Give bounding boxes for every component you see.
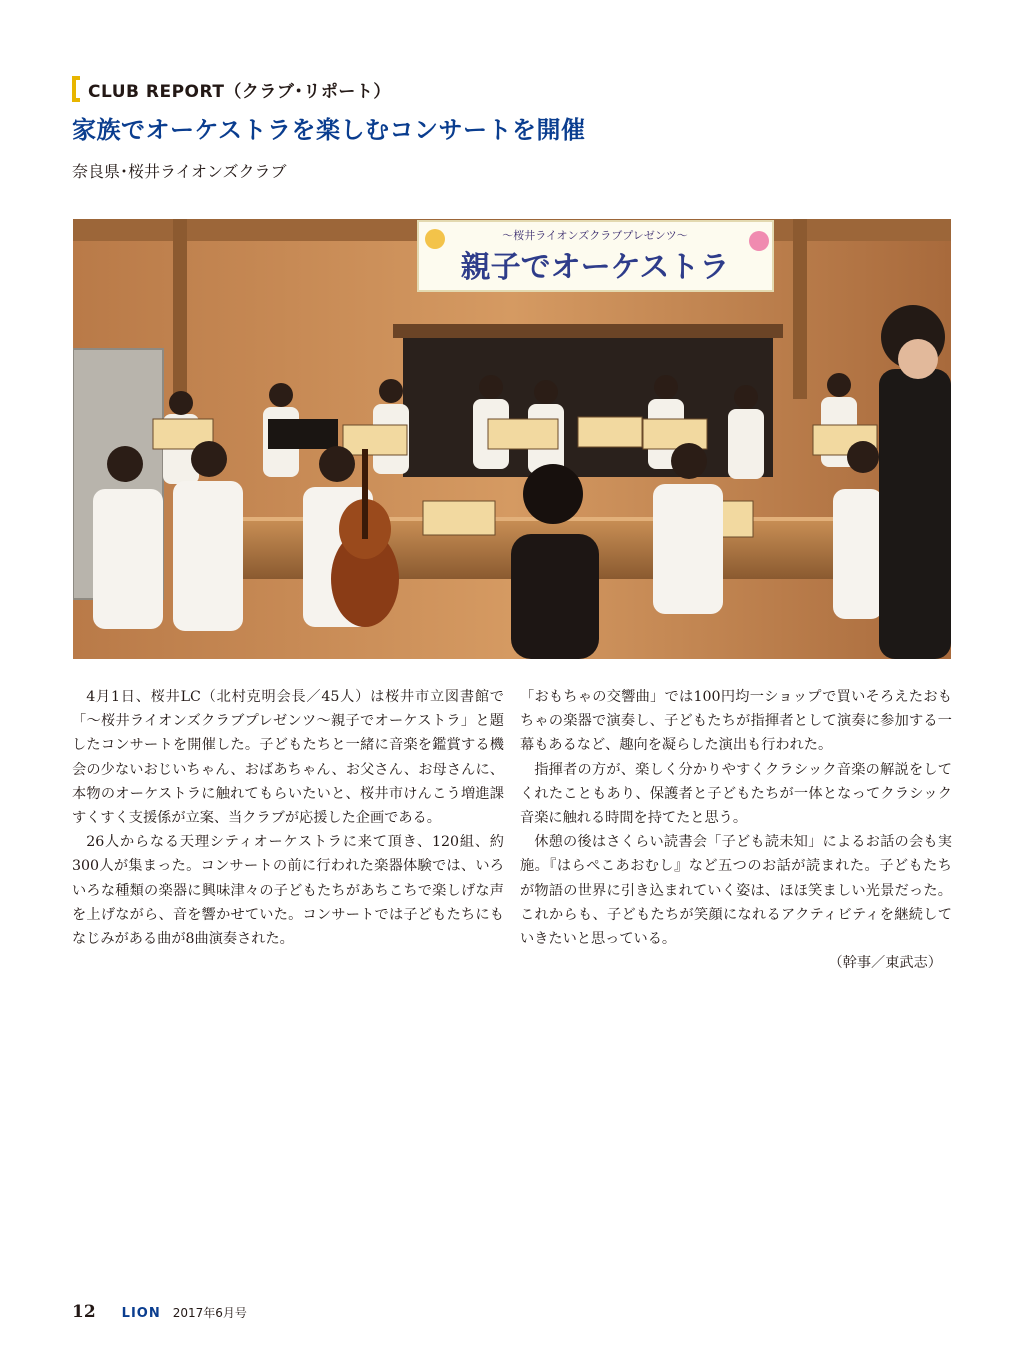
article-paragraph: 休憩の後はさくらい読書会「子ども読未知」によるお話の会も実施。『はらぺこあおむし』など五つのお話が読まれた。子どもたちが物語の世界に引き込まれていく姿は、ほほ笑ましい光景だった。これからも、子どもたちが笑顔になれるアクティビティを継続していきたいと思っている。 [520,834,952,948]
page-number: 12 [72,1302,96,1322]
section-label [72,74,391,104]
article-signature: （幹事／東武志） [828,955,942,972]
bracket-mark [72,76,80,102]
article-column-right [520,685,952,975]
article-paragraph: 26人からなる天理シティオーケストラに来て頂き、120組、約300人が集まった。コンサートの前に行われた楽器体験では、いろいろな種類の楽器に興味津々の子どもたちがあちこちで楽しげな声を上げながら、音を響かせていた。コンサートでは子どもたちにもなじみがある曲が8曲演奏された。 [72,834,504,948]
page-footer [72,1302,247,1322]
magazine-name: LION [121,1306,161,1321]
article-column-left [72,685,504,951]
article-headline: 家族でオーケストラを楽しむコンサートを開催 [72,116,586,144]
article-paragraph: 「おもちゃの交響曲」では100円均一ショップで買いそろえたおもちゃの楽器で演奏し、子どもたちが指揮者として演奏に参加する一幕もあるなど、趣向を凝らした演出も行われた。 [520,689,952,754]
issue-date: 2017年6月号 [172,1306,247,1320]
article-paragraph: 4月1日、桜井LC（北村克明会長／45人）は桜井市立図書館で「～桜井ライオンズクラブプレゼンツ～親子でオーケストラ」と題したコンサートを開催した。子どもたちと一緒に音楽を鑑賞する機会の少ないおじいちゃん、おばあちゃん、お父さん、お母さんに、本物のオーケストラに触れてもらいたいと、桜井市けんこう増進課すくすく支援係が立案、当クラブが応援した企画である。 [72,689,504,827]
banner-subtitle: ～桜井ライオンズクラブプレゼンツ～ [502,229,688,242]
orchestra-photo [73,219,951,659]
banner-title: 親子でオーケストラ [460,250,730,285]
orchestra-photo-illustration [73,219,951,659]
article-paragraph: 指揮者の方が、楽しく分かりやすくクラシック音楽の解説をしてくれたこともあり、保護者と子どもたちが一体となってクラシック音楽に触れる時間を持てたと思う。 [520,761,952,827]
club-name: 奈良県･桜井ライオンズクラブ [72,162,287,181]
section-label-text: CLUB REPORT（クラブ･リポート） [88,81,391,102]
